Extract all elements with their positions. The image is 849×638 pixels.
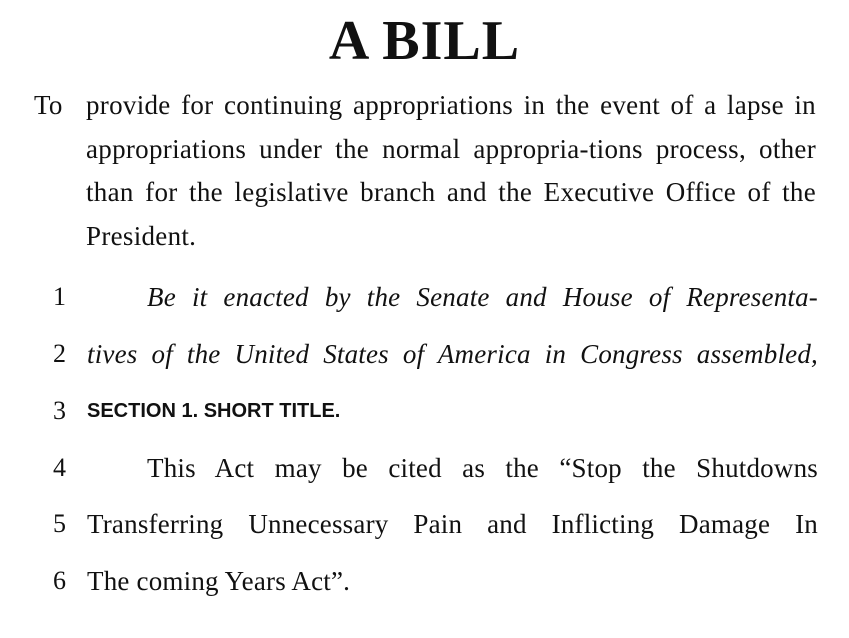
purpose-paragraph	[34, 84, 816, 258]
bill-line-1	[0, 277, 849, 317]
bill-line-6	[0, 561, 849, 601]
line-number: 6	[53, 566, 66, 595]
short-title-line-6: The coming Years Act”.	[87, 566, 351, 596]
section-heading: SECTION 1. SHORT TITLE.	[87, 400, 341, 422]
bill-title: A BILL	[328, 10, 521, 72]
bill-purpose	[34, 84, 816, 258]
line-number: 5	[53, 509, 66, 538]
line-number: 4	[53, 453, 66, 482]
bill-line-5	[0, 504, 849, 544]
line-number: 3	[53, 396, 66, 425]
bill-line-4	[0, 448, 849, 488]
bill-line-3	[0, 391, 849, 431]
short-title-line-5: Transferring Unnecessary Pain and Inflicting Damage In	[87, 509, 818, 539]
short-title-line-4: This Act may be cited as the “Stop the Shutdowns	[147, 453, 818, 483]
bill-line-2	[0, 334, 849, 374]
purpose-lead-word: To	[34, 90, 63, 120]
enacting-clause-line-1: Be it enacted by the Senate and House of Representa-	[147, 282, 818, 312]
purpose-text: provide for continuing appropriations in the event of a lapse in appropriations under the normal appropria-tions process, other than for the legislative branch and the Executive Office of the President.	[86, 90, 816, 251]
line-number: 1	[53, 282, 66, 311]
line-number: 2	[53, 339, 66, 368]
enacting-clause-line-2: tives of the United States of America in Congress assembled,	[87, 339, 818, 369]
